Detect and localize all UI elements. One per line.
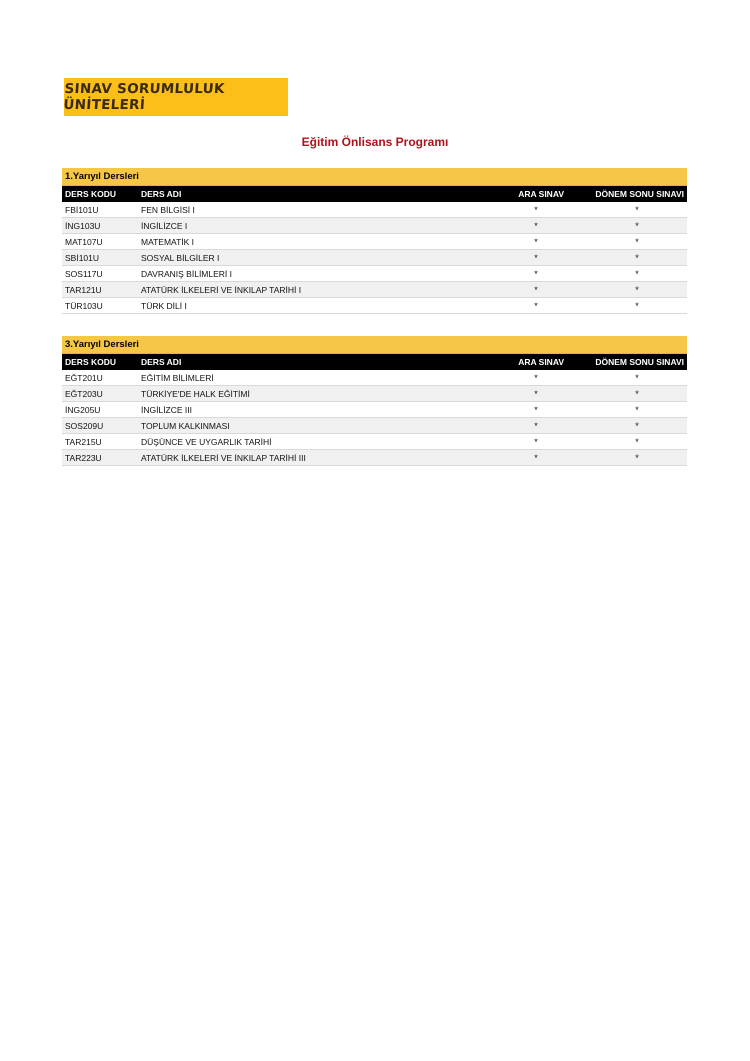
course-name: MATEMATİK I — [141, 236, 195, 247]
midterm-mark: * — [534, 436, 538, 447]
semester-section-3 — [62, 336, 687, 466]
midterm-mark: * — [534, 452, 538, 463]
column-name: DERS ADI — [141, 189, 182, 199]
course-code: EĞT201U — [65, 372, 103, 383]
course-name: İNGİLİZCE III — [141, 404, 193, 415]
course-row — [62, 298, 687, 314]
midterm-mark: * — [534, 420, 538, 431]
course-row — [62, 386, 687, 402]
course-row — [62, 450, 687, 466]
midterm-mark: * — [534, 236, 538, 247]
midterm-mark: * — [534, 268, 538, 279]
column-name: DERS ADI — [141, 357, 182, 367]
course-name: İNGİLİZCE I — [141, 220, 188, 231]
course-name: FEN BİLGİSİ I — [141, 204, 195, 215]
section-title: 3.Yarıyıl Dersleri — [62, 336, 687, 354]
banner-title: SINAV SORUMLULUK ÜNİTELERİ — [62, 81, 226, 113]
final-mark: * — [635, 268, 639, 279]
course-name: ATATÜRK İLKELERİ VE İNKILAP TARİHİ I — [141, 284, 302, 295]
course-row — [62, 402, 687, 418]
midterm-mark: * — [534, 284, 538, 295]
midterm-mark: * — [534, 204, 538, 215]
banner — [64, 78, 288, 116]
course-row — [62, 370, 687, 386]
final-mark: * — [635, 300, 639, 311]
course-code: EĞT203U — [65, 388, 103, 399]
final-mark: * — [635, 404, 639, 415]
course-row — [62, 434, 687, 450]
course-row — [62, 202, 687, 218]
course-name: TÜRKİYE'DE HALK EĞİTİMİ — [141, 388, 250, 399]
midterm-mark: * — [534, 372, 538, 383]
course-rows — [62, 370, 687, 466]
midterm-mark: * — [534, 404, 538, 415]
final-mark: * — [635, 388, 639, 399]
course-row — [62, 282, 687, 298]
course-code: SOS117U — [65, 268, 103, 279]
course-name: DÜŞÜNCE VE UYGARLIK TARİHİ — [141, 436, 272, 447]
course-code: TÜR103U — [65, 300, 103, 311]
course-name: EĞİTİM BİLİMLERİ — [141, 372, 214, 383]
final-mark: * — [635, 236, 639, 247]
final-mark: * — [635, 284, 639, 295]
column-code: DERS KODU — [65, 189, 117, 199]
course-row — [62, 234, 687, 250]
course-code: SBİ101U — [65, 252, 100, 263]
column-final: DÖNEM SONU SINAVI — [595, 189, 684, 199]
course-rows — [62, 202, 687, 314]
column-header-row — [62, 186, 687, 202]
course-row — [62, 418, 687, 434]
final-mark: * — [635, 420, 639, 431]
program-title: Eğitim Önlisans Programı — [301, 135, 449, 149]
course-row — [62, 250, 687, 266]
course-code: TAR215U — [65, 436, 102, 447]
course-code: İNG103U — [65, 220, 101, 231]
course-row — [62, 218, 687, 234]
course-code: SOS209U — [65, 420, 104, 431]
course-row — [62, 266, 687, 282]
column-code: DERS KODU — [65, 357, 117, 367]
course-name: DAVRANIŞ BİLİMLERİ I — [141, 268, 233, 279]
column-midterm: ARA SINAV — [518, 189, 564, 199]
final-mark: * — [635, 220, 639, 231]
course-code: TAR121U — [65, 284, 102, 295]
column-header-row — [62, 354, 687, 370]
column-midterm: ARA SINAV — [518, 357, 564, 367]
semester-section-1 — [62, 168, 687, 314]
midterm-mark: * — [534, 252, 538, 263]
course-code: FBİ101U — [65, 204, 99, 215]
course-name: SOSYAL BİLGİLER I — [141, 252, 220, 263]
course-name: ATATÜRK İLKELERİ VE İNKILAP TARİHİ III — [141, 452, 306, 463]
final-mark: * — [635, 372, 639, 383]
course-name: TÜRK DİLİ I — [141, 300, 187, 311]
final-mark: * — [635, 252, 639, 263]
section-title: 1.Yarıyıl Dersleri — [62, 168, 687, 186]
midterm-mark: * — [534, 300, 538, 311]
final-mark: * — [635, 436, 639, 447]
midterm-mark: * — [534, 220, 538, 231]
course-code: İNG205U — [65, 404, 101, 415]
course-name: TOPLUM KALKINMASI — [141, 420, 230, 431]
column-final: DÖNEM SONU SINAVI — [595, 357, 684, 367]
final-mark: * — [635, 204, 639, 215]
midterm-mark: * — [534, 388, 538, 399]
final-mark: * — [635, 452, 639, 463]
course-code: TAR223U — [65, 452, 102, 463]
course-code: MAT107U — [65, 236, 103, 247]
